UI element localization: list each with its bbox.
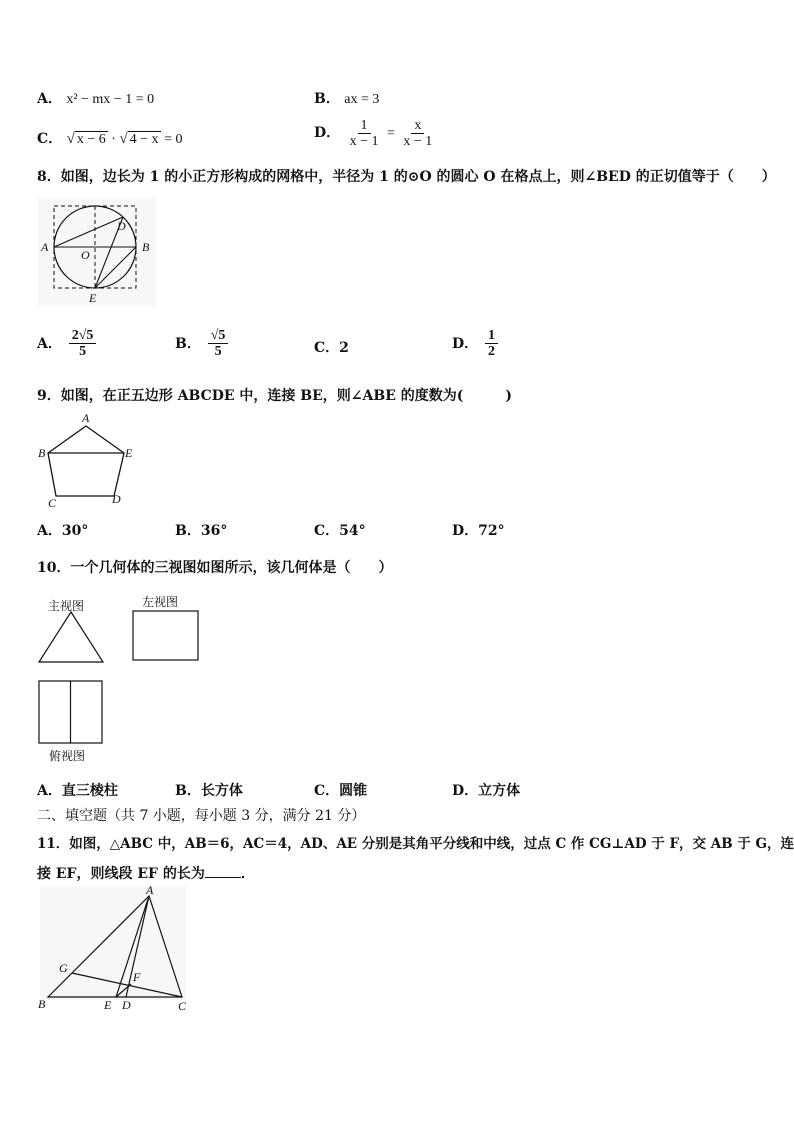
q8-stem: 8．如图，边长为 1 的小正方形构成的网格中，半径为 1 的⊙O 的圆心 O 在格点上，则∠BED 的正切值等于（ ） [37,169,776,185]
label-d: D [122,998,131,1012]
equals-sign: = [387,126,395,142]
q8-option-b-fraction [208,328,229,360]
q10-option-c: C．圆锥 [314,783,368,799]
q7-option-a-expr: x² − mx − 1 = 0 [66,92,155,107]
section-heading: 二、填空题（共 7 小题，每小题 3 分，满分 21 分） [37,808,366,824]
label-e: E [104,998,112,1012]
label-c: C [48,496,57,510]
q9-stem: 9．如图，在正五边形 ABCDE 中，连接 BE，则∠ABE 的度数为( ) [37,388,512,404]
q10-option-b: B．长方体 [175,783,243,799]
q8-option-a [37,328,98,360]
label-a: A [82,411,90,425]
q9-option-c: C．54° [314,523,366,539]
q11-stem-line-1: 11．如图，△ABC 中，AB＝6，AC＝4，AD、AE 分别是其角平分线和中线，过点 C 作 CG⊥AD 于 F，交 AB 于 G，连 [37,836,794,852]
q8-figure-circle-grid [38,198,156,306]
label-c: C [178,999,187,1013]
label-a: A [41,240,49,254]
fraction-numerator: 2√5 [69,328,97,344]
q7-option-d-label: D． [314,125,341,142]
label-a: A [146,884,154,897]
q10-option-d: D．立方体 [452,783,521,799]
q8-option-a-fraction [69,328,97,360]
fraction-denominator: 5 [79,344,87,360]
q9-option-d: D．72° [452,523,505,539]
q10-top-view [38,680,106,746]
fraction-numerator: 1 [358,118,371,134]
label-f: F [133,970,141,984]
q8-option-b [175,328,230,360]
label-e: E [89,291,97,305]
q7-option-b-expr: ax = 3 [344,92,380,107]
q7-option-c [37,128,182,148]
q9-option-a: A．30° [37,523,89,539]
q7-option-b [314,88,379,108]
q10-option-a: A．直三棱柱 [37,783,118,799]
dot-operator-icon: · [111,132,116,147]
q7-option-d-fraction-2 [400,118,435,150]
sqrt-icon: √ [119,131,128,147]
q7-option-d-fraction-1 [347,118,382,150]
pentagon-abcde [48,426,124,496]
q8-option-b-label: B． [175,335,201,352]
fraction-denominator: 2 [488,344,496,360]
fraction-numerator: √5 [208,328,229,344]
top-view-label: 俯视图 [49,749,86,763]
q8-option-c: C．2 [314,340,349,356]
q7-option-d [314,118,437,150]
label-b: B [38,446,46,460]
q7-option-c-label: C． [37,131,63,147]
fraction-denominator: 5 [214,344,222,360]
q8-option-a-label: A． [37,335,62,352]
q11-stem-line-2 [37,863,255,883]
label-o: O [81,248,90,262]
q7-option-c-radicand-2: 4 − x [129,132,159,147]
q11-figure-triangle [36,884,190,1014]
q9-option-b: B．36° [175,523,228,539]
figure-background [38,198,156,306]
q11-stem-line-2-text: 接 EF，则线段 EF 的长为 [37,866,205,882]
q8-option-d-fraction [485,328,498,360]
q10-stem: 10．一个几何体的三视图如图所示，该几何体是（ ） [37,560,393,576]
label-g: G [59,961,68,975]
q8-option-d [452,328,500,360]
q7-option-a [37,88,154,108]
sqrt-icon: √ [66,131,75,147]
front-view-label: 主视图 [48,599,85,613]
label-d: D [117,219,126,233]
q7-option-c-radicand-1: x − 6 [76,132,106,147]
fraction-numerator: x [411,118,424,134]
fraction-numerator: 1 [485,328,498,344]
left-view-label: 左视图 [142,595,179,609]
q8-option-d-label: D． [452,335,479,352]
label-b: B [142,240,150,254]
q9-figure-pentagon [36,410,138,510]
fraction-denominator: x − 1 [349,134,379,150]
label-b: B [38,997,46,1011]
q11-stem-line-2-end: ． [240,866,255,882]
answer-blank [205,877,241,878]
label-e: E [125,446,133,460]
left-view-rectangle [133,611,198,660]
q7-option-c-tail: = 0 [164,132,183,147]
q7-option-b-label: B． [314,91,340,107]
q7-option-a-label: A． [37,91,62,107]
q10-front-left-views [36,610,206,666]
front-view-triangle [39,612,103,662]
fraction-denominator: x − 1 [403,134,433,150]
label-d: D [112,492,121,506]
